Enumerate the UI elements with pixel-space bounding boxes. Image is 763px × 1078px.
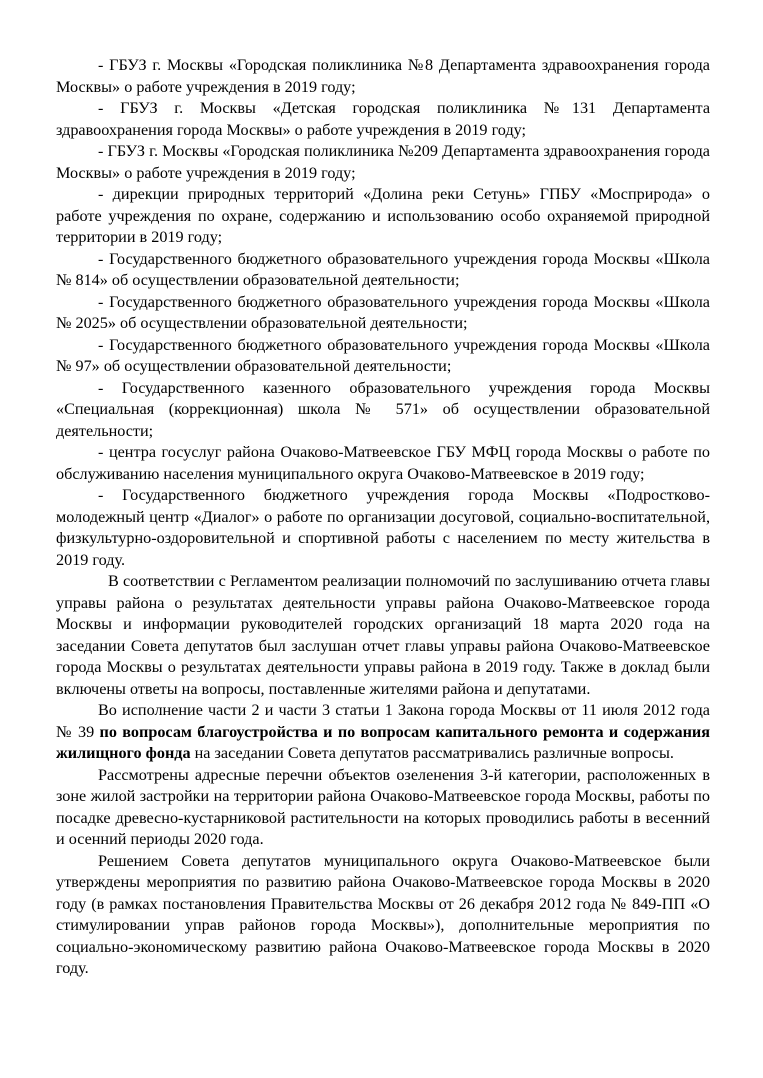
paragraph-development-measures: Решением Совета депутатов муниципального округа Очаково-Матвеевское были утверждены мероприятия по развитию района Очаково-Матвеевское города Москвы в 2020 году (в рамках постановления Правительства Москвы от 26 декабря 2012 года № 849-ПП «О стимулировании управ районов города Москвы»), дополнительные мероприятия по социально-экономическому развитию района Очаково-Матвеевское города Москвы в 2020 году. (56, 851, 710, 977)
paragraph-school-2025: - Государственного бюджетного образовательного учреждения города Москвы «Школа № 2025» об осуществлении образовательной деятельности; (56, 292, 710, 332)
paragraph-school-571: - Государственного казенного образовательного учреждения города Москвы «Специальная (коррекционная) школа № 571» об осуществлении образовательной деятельности; (56, 378, 710, 440)
paragraph-school-814: - Государственного бюджетного образовательного учреждения города Москвы «Школа № 814» об осуществлении образовательной деятельности; (56, 249, 710, 289)
paragraph-polyclinic-209: - ГБУЗ г. Москвы «Городская поликлиника №209 Департамента здравоохранения города Москвы» о работе учреждения в 2019 году; (56, 142, 710, 182)
paragraph-greening-objects: Рассмотрены адресные перечни объектов озеленения 3-й категории, расположенных в зоне жилой застройки на территории района Очаково-Матвеевское города Москвы, работы по посадке древесно-кустарниковой растительности на которых проводились работы в весенний и осенний периоды 2020 года. (56, 765, 710, 848)
paragraph-landscaping-issues (56, 700, 710, 765)
paragraph-landscaping-text-after: на заседании Совета депутатов рассматривались различные вопросы. (190, 744, 674, 762)
paragraph-school-97: - Государственного бюджетного образовательного учреждения города Москвы «Школа № 97» об осуществлении образовательной деятельности; (56, 335, 710, 375)
paragraph-mfc-center: - центра госуслуг района Очаково-Матвеевское ГБУ МФЦ города Москвы о работе по обслуживанию населения муниципального округа Очаково-Матвеевское в 2019 году; (56, 443, 710, 483)
paragraph-regulation-report: В соответствии с Регламентом реализации полномочий по заслушиванию отчета главы управы района о результатах деятельности управы района Очаково-Матвеевское города Москвы и информации руководителей городских организаций 18 марта 2020 года на заседании Совета депутатов был заслушан отчет главы управы района Очаково-Матвеевское города Москвы о результатах деятельности управы района в 2019 году. Также в доклад были включены ответы на вопросы, поставленные жителями района и депутатами. (56, 572, 710, 698)
paragraph-setun-directorate: - дирекции природных территорий «Долина реки Сетунь» ГПБУ «Мосприрода» о работе учреждения по охране, содержанию и использованию особо охраняемой природной территории в 2019 году; (56, 185, 710, 246)
paragraph-polyclinic-8: - ГБУЗ г. Москвы «Городская поликлиника №8 Департамента здравоохранения города Москвы» о работе учреждения в 2019 году; (56, 56, 710, 96)
paragraph-polyclinic-131: - ГБУЗ г. Москвы «Детская городская поликлиника №131 Департамента здравоохранения города Москвы» о работе учреждения в 2019 году; (56, 99, 710, 139)
paragraph-landscaping-text-before: Во исполнение части 2 и части 3 статьи 1 Закона города Москвы от 11 июля 2012 года № 39 (56, 701, 710, 741)
paragraph-dialog-center: - Государственного бюджетного учреждения города Москвы «Подростково-молодежный центр «Диалог» о работе по организации досуговой, социально-воспитательной, физкультурно-оздоровительной и спортивной работы с населением по месту жительства в 2019 году. (56, 486, 710, 569)
paragraph-landscaping-bold-text: по вопросам благоустройства и по вопросам капитального ремонта и содержания жилищного фонда (56, 722, 711, 762)
